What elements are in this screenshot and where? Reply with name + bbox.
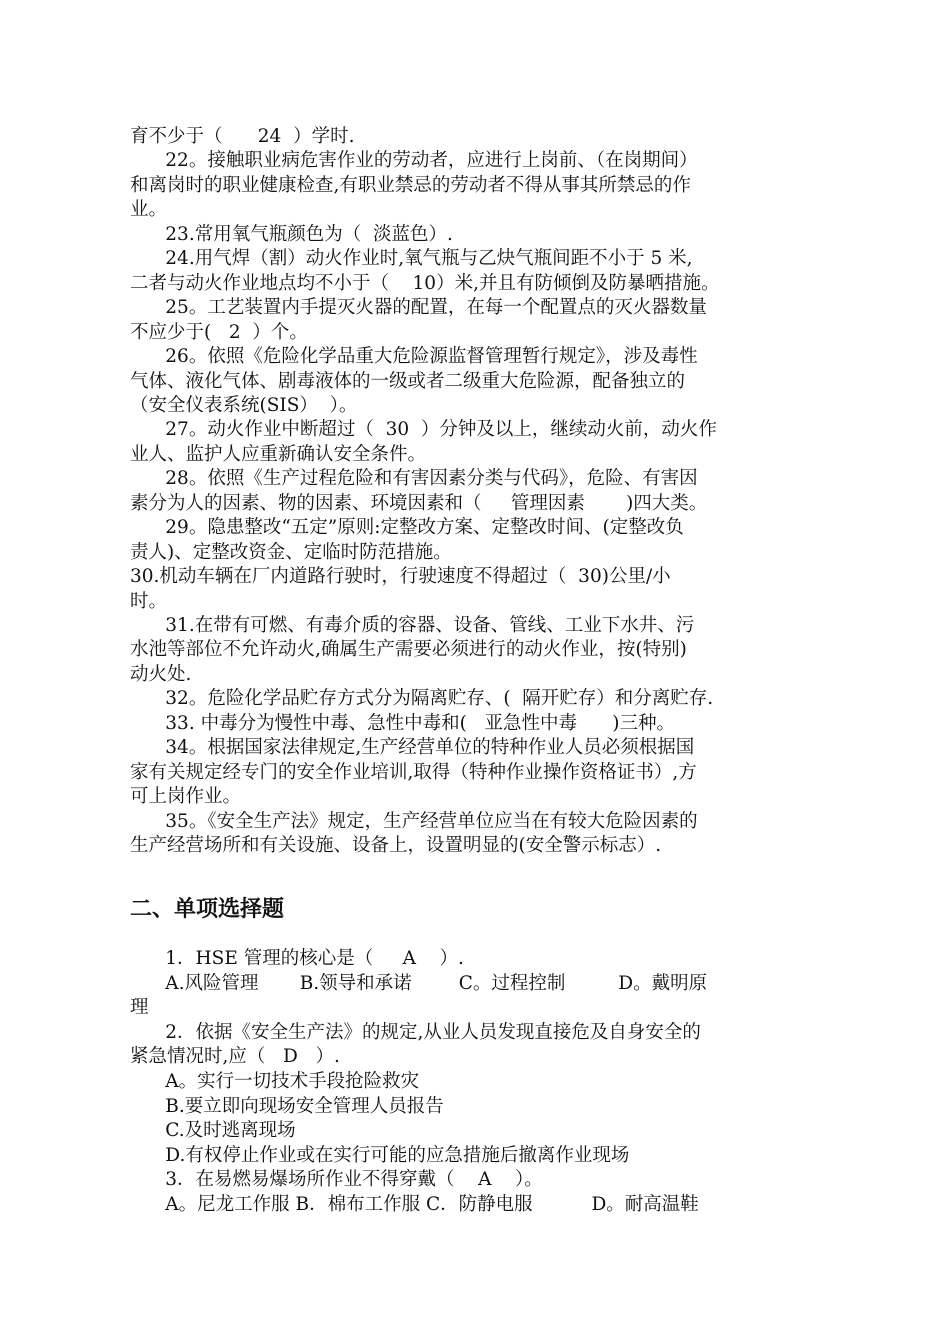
section-heading: 二、单项选择题: [130, 897, 285, 922]
text-line: 32。危险化学品贮存方式分为隔离贮存、( 隔开贮存）和分离贮存.: [130, 688, 714, 710]
text-line: 23.常用氧气瓶颜色为（ 淡蓝色）.: [130, 223, 453, 245]
text-line: 可上岗作业。: [130, 786, 242, 808]
text-line: 生产经营场所和有关设施、设备上，设置明显的(安全警示标志）.: [130, 835, 662, 857]
text-line: 业。: [130, 199, 168, 221]
text-line: 素分为人的因素、物的因素、环境因素和（ 管理因素 )四大类。: [130, 492, 708, 514]
text-line: C.及时逃离现场: [130, 1120, 296, 1142]
text-line: 2．依据《安全生产法》的规定,从业人员发现直接危及自身安全的: [130, 1021, 701, 1043]
text-line: 29。隐患整改“五定”原则:定整改方案、定整改时间、(定整改负: [130, 517, 684, 539]
text-line: 31.在带有可燃、有毒介质的容器、设备、管线、工业下水井、污: [130, 615, 695, 636]
text-line: D.有权停止作业或在实行可能的应急措施后撤离作业现场: [130, 1144, 630, 1166]
text-line: A.风险管理 B.领导和承诺 C。过程控制 D。戴明原: [130, 972, 708, 994]
text-line: 30.机动车辆在厂内道路行驶时，行驶速度不得超过（ 30)公里/小: [130, 566, 671, 588]
text-line: 时。: [130, 590, 168, 612]
text-line: 27。动火作业中断超过（ 30 ）分钟及以上，继续动火前，动火作: [130, 419, 717, 441]
text-line: 水池等部位不允许动火,确属生产需要必须进行的动火作业，按(特别): [130, 639, 687, 661]
text-line: 责人)、定整改资金、定临时防范措施。: [130, 541, 452, 563]
text-line: 动火处.: [130, 663, 192, 685]
text-line: 紧急情况时,应（ D ）.: [130, 1046, 340, 1068]
text-line: 二者与动火作业地点均不小于（ 10）米,并且有防倾倒及防暴晒措施。: [130, 272, 720, 294]
text-line: A。实行一切技术手段抢险救灾: [130, 1071, 420, 1092]
text-line: 家有关规定经专门的安全作业培训,取得（特种作业操作资格证书）,方: [130, 761, 697, 783]
text-line: B.要立即向现场安全管理人员报告: [130, 1095, 444, 1117]
text-line: 和离岗时的职业健康检查,有职业禁忌的劳动者不得从事其所禁忌的作: [130, 174, 691, 196]
text-line: 1．HSE 管理的核心是（ A ）.: [130, 948, 464, 969]
text-line: 业人、监护人应重新确认安全条件。: [130, 443, 427, 465]
text-line: 26。依照《危险化学品重大危险源监督管理暂行规定》，涉及毒性: [130, 346, 698, 368]
text-line: 34。根据国家法律规定,生产经营单位的特种作业人员必须根据国: [130, 737, 695, 759]
text-line: 22。接触职业病危害作业的劳动者，应进行上岗前、（在岗期间）: [130, 150, 698, 172]
text-line: A。尼龙工作服 B．棉布工作服 C．防静电服 D。耐高温鞋: [130, 1194, 699, 1215]
text-line: 气体、液化气体、剧毒液体的一级或者二级重大危险源，配备独立的: [130, 370, 686, 392]
text-line: 28。依照《生产过程危险和有害因素分类与代码》，危险、有害因: [130, 468, 698, 490]
text-line: 25。工艺装置内手提灭火器的配置，在每一个配置点的灭火器数量: [130, 297, 707, 319]
text-line: 35。《安全生产法》规定，生产经营单位应当在有较大危险因素的: [130, 810, 698, 832]
text-line: 3．在易燃易爆场所作业不得穿戴（ A ）。: [130, 1169, 543, 1191]
text-line: 24.用气焊（割）动火作业时,氧气瓶与乙炔气瓶间距不小于 5 米,: [130, 248, 693, 270]
text-line: 理: [130, 997, 149, 1019]
text-line: 不应少于( 2 ）个。: [130, 321, 308, 343]
text-line: 育不少于（ 24 ）学时.: [130, 126, 355, 147]
text-line: （安全仪表系统(SIS） ）。: [130, 394, 358, 416]
text-line: 33. 中毒分为慢性中毒、急性中毒和( 亚急性中毒 )三种。: [130, 712, 675, 734]
